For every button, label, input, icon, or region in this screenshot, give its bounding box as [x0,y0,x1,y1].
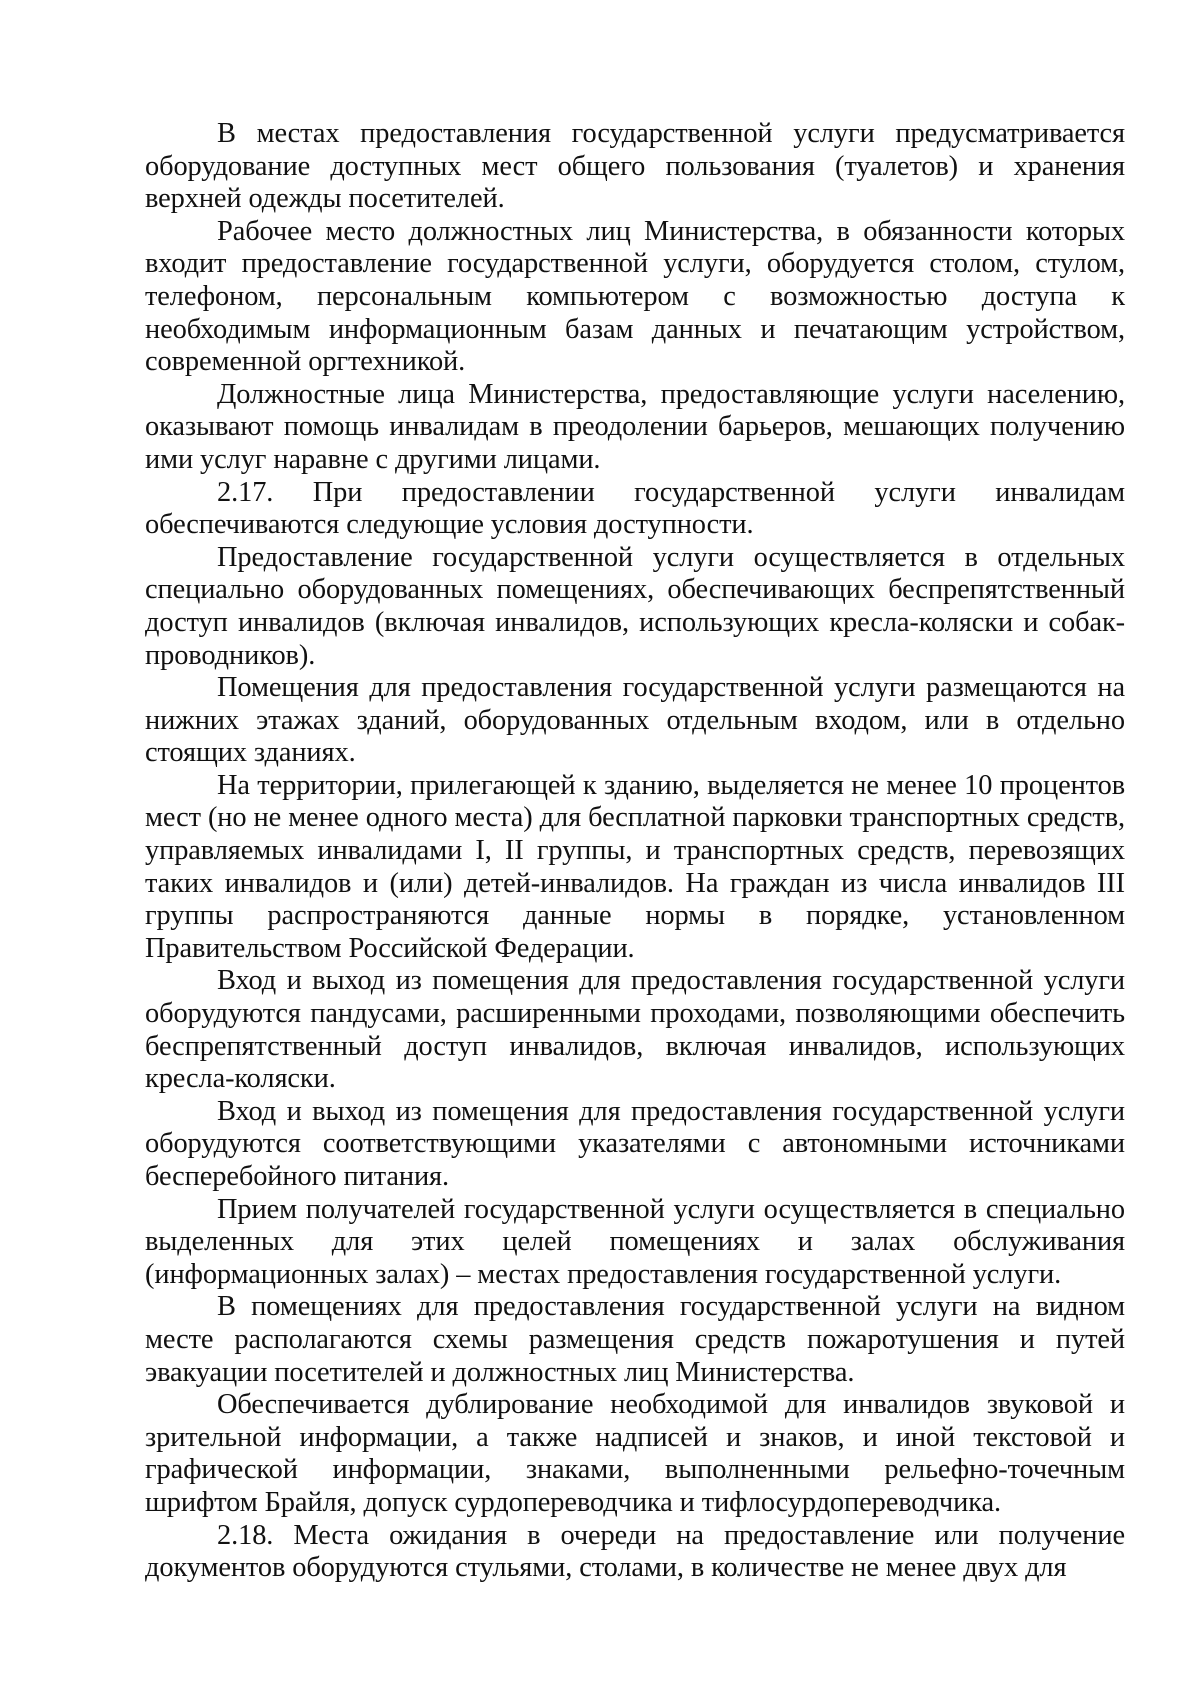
paragraph-2: Рабочее место должностных лиц Министерства, в обязанности которых входит предоставление государственной услуги, оборудуется столом, стулом, телефоном, персональным компьютером с возможностью доступа к необходимым информационным базам данных и печатающим устройством, современной оргтехникой. [145,215,1125,378]
document-body [145,118,1125,1585]
paragraph-4: 2.17. При предоставлении государственной услуги инвалидам обеспечиваются следующие условия доступности. [145,476,1125,541]
paragraph-3: Должностные лица Министерства, предоставляющие услуги населению, оказывают помощь инвалидам в преодолении барьеров, мешающих получению ими услуг наравне с другими лицами. [145,378,1125,475]
paragraph-5: Предоставление государственной услуги осуществляется в отдельных специально оборудованных помещениях, обеспечивающих беспрепятственный доступ инвалидов (включая инвалидов, использующих кресла-коляски и собак-проводников). [145,541,1125,671]
paragraph-7: На территории, прилегающей к зданию, выделяется не менее 10 процентов мест (но не менее одного места) для бесплатной парковки транспортных средств, управляемых инвалидами I, II группы, и транспортных средств, перевозящих таких инвалидов и (или) детей-инвалидов. На граждан из числа инвалидов III группы распространяются данные нормы в порядке, установленном Правительством Российской Федерации. [145,769,1125,964]
paragraph-6: Помещения для предоставления государственной услуги размещаются на нижних этажах зданий, оборудованных отдельным входом, или в отдельно стоящих зданиях. [145,672,1125,769]
paragraph-11: В помещениях для предоставления государственной услуги на видном месте располагаются схемы размещения средств пожаротушения и путей эвакуации посетителей и должностных лиц Министерства. [145,1291,1125,1388]
paragraph-8: Вход и выход из помещения для предоставления государственной услуги оборудуются пандусами, расширенными проходами, позволяющими обеспечить беспрепятственный доступ инвалидов, включая инвалидов, использующих кресла-коляски. [145,965,1125,1095]
paragraph-12: Обеспечивается дублирование необходимой для инвалидов звуковой и зрительной информации, а также надписей и знаков, и иной текстовой и графической информации, знаками, выполненными рельефно-точечным шрифтом Брайля, допуск сурдопереводчика и тифлосурдопереводчика. [145,1389,1125,1518]
paragraph-13: 2.18. Места ожидания в очереди на предоставление или получение документов оборудуются стульями, столами, в количестве не менее двух для [145,1519,1125,1584]
paragraph-10: Прием получателей государственной услуги осуществляется в специально выделенных для этих целей помещениях и залах обслуживания (информационных залах) – местах предоставления государственной услуги. [145,1193,1125,1290]
paragraph-1: В местах предоставления государственной услуги предусматривается оборудование доступных мест общего пользования (туалетов) и хранения верхней одежды посетителей. [145,118,1125,215]
paragraph-9: Вход и выход из помещения для предоставления государственной услуги оборудуются соответствующими указателями с автономными источниками бесперебойного питания. [145,1095,1125,1192]
